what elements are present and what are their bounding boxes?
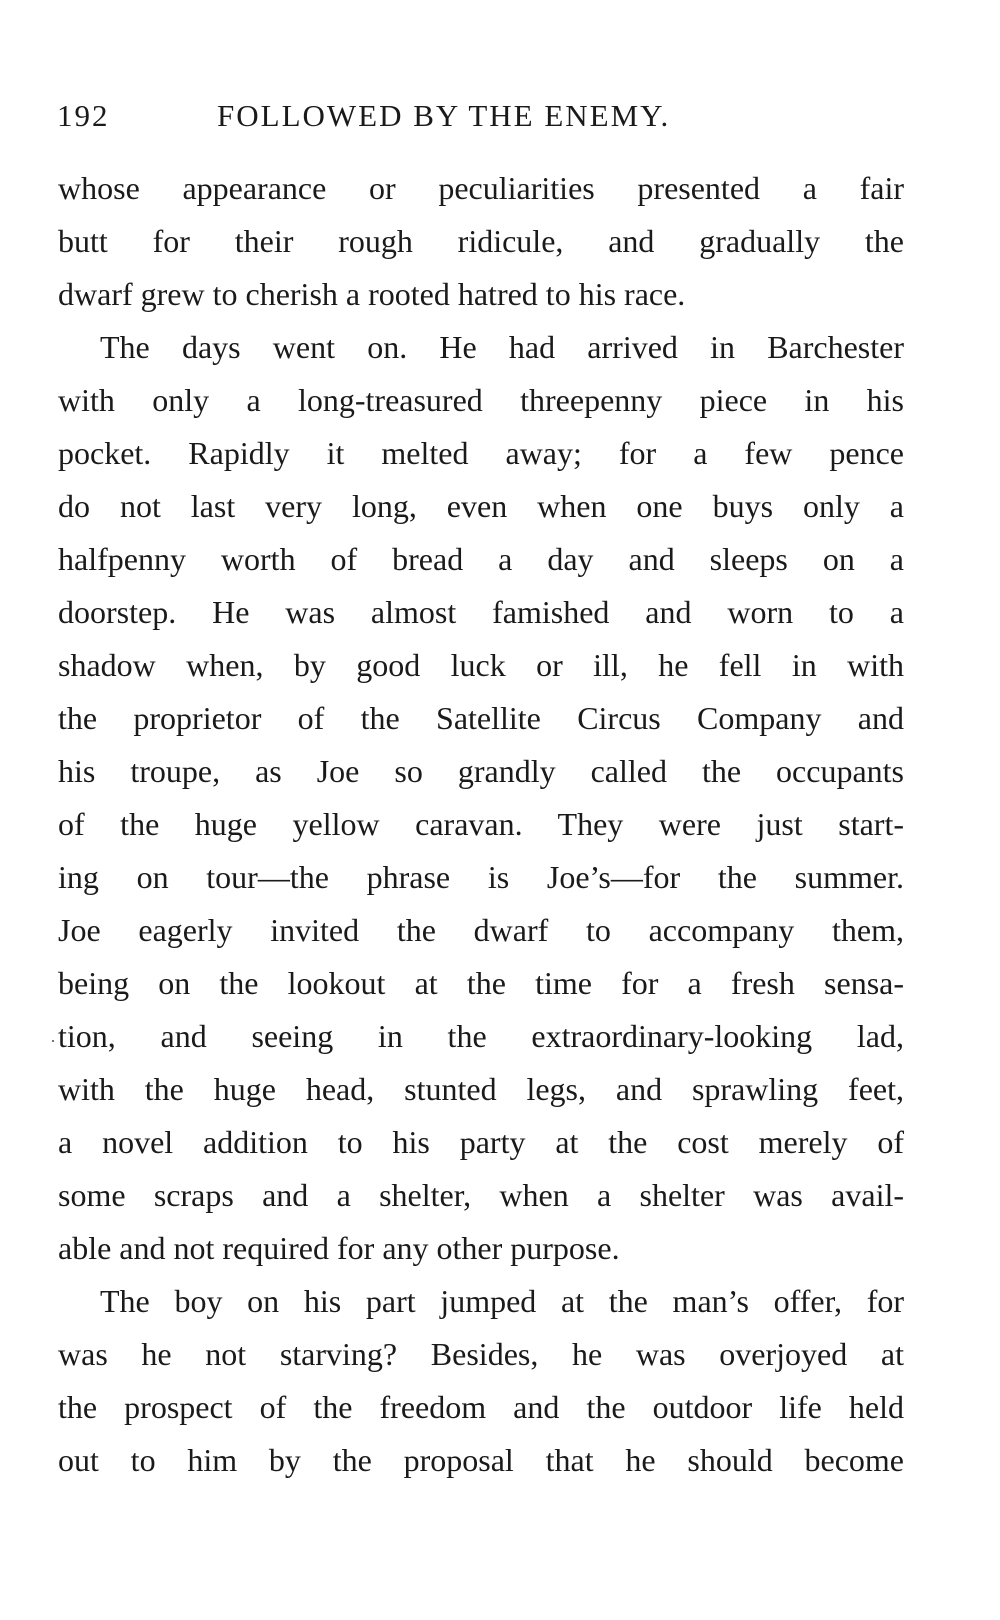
text-line: whose appearance or peculiarities presented a fair — [58, 170, 904, 206]
text-line: out to him by the proposal that he should become — [58, 1442, 904, 1478]
text-line: his troupe, as Joe so grandly called the occupants — [58, 753, 904, 789]
text-line: of the huge yellow caravan. They were just start- — [58, 806, 904, 842]
text-line: with the huge head, stunted legs, and sprawling feet, — [58, 1071, 904, 1107]
text-line: The boy on his part jumped at the man’s offer, for — [100, 1283, 904, 1319]
page-number: 192 — [57, 98, 110, 133]
text-line: dwarf grew to cherish a rooted hatred to his race. — [58, 276, 686, 312]
text-line: pocket. Rapidly it melted away; for a few pence — [58, 435, 904, 471]
text-line: able and not required for any other purpose. — [58, 1230, 620, 1266]
text-line: butt for their rough ridicule, and gradually the — [58, 223, 904, 259]
text-line: some scraps and a shelter, when a shelter was avail- — [58, 1177, 904, 1213]
text-line: the prospect of the freedom and the outdoor life held — [58, 1389, 904, 1425]
text-line: do not last very long, even when one buys only a — [58, 488, 904, 524]
text-line: halfpenny worth of bread a day and sleeps on a — [58, 541, 904, 577]
text-line: tion, and seeing in the extraordinary-looking lad, — [58, 1018, 904, 1054]
text-line: a novel addition to his party at the cost merely of — [58, 1124, 904, 1160]
text-line: was he not starving? Besides, he was overjoyed at — [58, 1336, 904, 1372]
text-line: the proprietor of the Satellite Circus Company and — [58, 700, 904, 736]
text-line: with only a long-treasured threepenny piece in his — [58, 382, 904, 418]
text-line: The days went on. He had arrived in Barchester — [100, 329, 904, 365]
text-line: doorstep. He was almost famished and worn to a — [58, 594, 904, 630]
running-head — [57, 98, 907, 142]
text-line: Joe eagerly invited the dwarf to accompany them, — [58, 912, 904, 948]
text-line: ing on tour—the phrase is Joe’s—for the summer. — [58, 859, 904, 895]
body-text — [58, 162, 904, 1487]
text-line: shadow when, by good luck or ill, he fell in with — [58, 647, 904, 683]
text-line: being on the lookout at the time for a fresh sensa- — [58, 965, 904, 1001]
running-title: FOLLOWED BY THE ENEMY. — [217, 98, 671, 133]
print-speck — [52, 1040, 54, 1042]
